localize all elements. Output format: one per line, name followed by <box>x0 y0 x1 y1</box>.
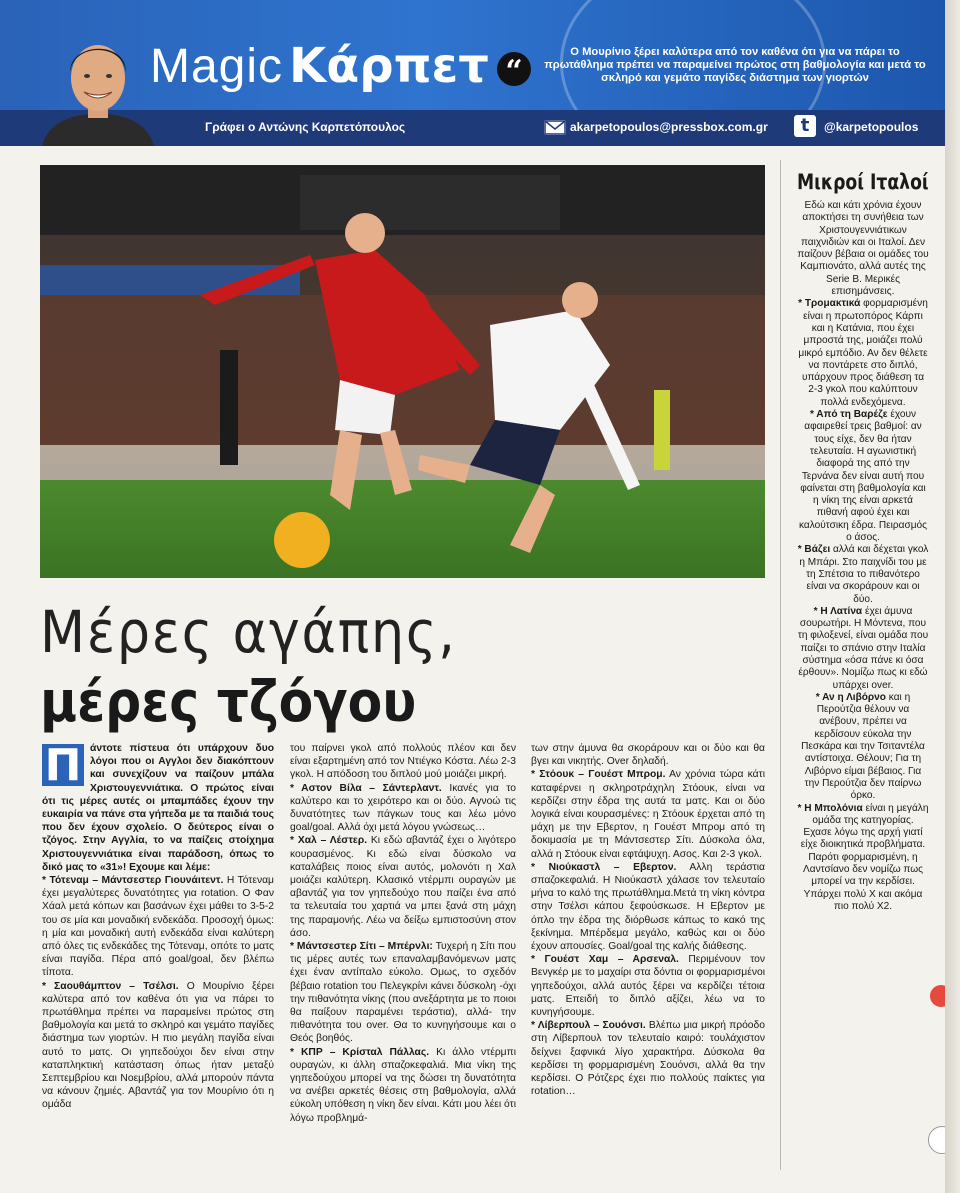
quote-icon: “ <box>497 52 531 86</box>
sidebar-item-text: και η Περούτζια θέλουν να ανέβουν, πρέπει να κερδίσουν εύκολα την Πεσκάρα και την Τσιταντέλα αντίστοιχα. Θέλουν; Για τη Λιβόρνο είμαι βέβαιος. Για την Περούτζια δεν παίρνω όρκο. <box>801 691 925 802</box>
sidebar-item-heading: * Η Μπολόνια <box>797 802 863 814</box>
match-heading: * Νιούκαστλ – Εβερτον. <box>531 861 677 873</box>
twitter-icon: t <box>794 115 816 137</box>
match-heading: * Μάντσεστερ Σίτι – Μπέρνλι: <box>290 941 433 953</box>
mail-icon <box>544 120 566 135</box>
author-twitter[interactable]: @karpetopoulos <box>824 120 919 134</box>
match-heading: * Χαλ – Λέστερ. <box>290 835 368 847</box>
sidebar-title: Μικροί Ιταλοί <box>797 170 929 194</box>
pull-quote: Ο Μουρίνιο ξέρει καλύτερα από τον καθένα ότι για να πάρει το πρωτάθλημα πρέπει να παραμείνει πρώτος στη βαθμολογία και μετά το σκληρό και γεμάτο παγίδες διάστημα των γιορτών <box>544 46 926 84</box>
match-text: Βλέπω μια μικρή πρόοδο στη Λίβερπουλ τον τελευταίο καιρό: τουλάχιστον δείχνει ξαφνικά λίγο χαρακτήρα. Δύσκολα θα κερδίσει τη φορμαρισμένη Σουόνσι, αλλά θα την κερδίσει. Ο Ρότζερς έχει πιο πολλούς παίκτες για rotation… <box>531 1020 765 1098</box>
headline-line-1: Μέρες αγάπης, <box>40 598 457 666</box>
author-email[interactable]: akarpetopoulos@pressbox.com.gr <box>570 120 768 134</box>
dropcap: Π <box>42 744 84 786</box>
match-heading: * Τότεναμ – Μάντσεστερ Γιουνάιτεντ. <box>42 875 224 887</box>
sidebar-item-text: είναι η μεγάλη ομάδα της κατηγορίας. Εχασε λόγω της αρχή γιατί είχε διοικητικά προβλήματα. Παρότι φορμαρισμένη, η Λαντσίανο δεν νομίζω πως μπορεί να την κερδίσει. Υπάρχει πολύ Χ και ακόμα πιο πολύ Χ2. <box>800 802 929 912</box>
page-edge <box>945 0 960 1193</box>
sidebar-item-heading: * Η Λατίνα <box>813 605 863 617</box>
sidebar-item <box>797 803 929 914</box>
match-text: Περιμένουν τον Βενγκέρ με το μαχαίρι στα δόντια οι φορμαρισμένοι γηπεδούχοι, αλλά αυτός ξέρει να κερδίζει τέτοια ματς. Επειδή το διπλό αξίζει, λέω να το κυνηγήσουμε. <box>531 954 765 1019</box>
sidebar-item <box>797 544 929 605</box>
sidebar-intro: Εδώ και κάτι χρόνια έχουν αποκτήσει τη συνήθεια των Χριστουγεννιάτικων παιχνιδιών και οι Ιταλοί. Δεν παίζουν βέβαια οι ομάδες του Καμπιονάτο, αλλά αυτές της Serie B. Μερικές επισημάνσεις. <box>797 200 929 298</box>
match-text: Κι εδώ αβαντάζ έχει ο λιγότερο κουρασμένος. Κι εδώ είναι δύσκολο να καταλάβεις ποιος είναι αυτός, μολονότι η Χαλ μοιάζει καλύτερη. Κλασικό ντέρμπι ουραγών με αβαντάζ για τον γηπεδούχο που παίζει ένα από τα τελευταία του χαρτιά να μπει ξανά στη μάχη της παραμονής. Λέω να δείξω εμπιστοσύνη στον άσο. <box>290 835 516 939</box>
article-paragraph <box>531 768 765 860</box>
match-text: Ικανές για το καλύτερο και το χειρότερο και οι δύο. Αγνοώ τις δυνατότητες των πάγκων τους και λέω μόνο goal/goal. Αλλά όχι μετά λόγου γνώσεως… <box>290 782 516 834</box>
sidebar-item-text: έχει άμυνα σουρωτήρι. Η Μόντενα, που τη φιλοξενεί, είναι ομάδα που παίζει το σπάνιο στην Ιταλία σύστημα «όσα πάνε κι όσα έρθουν». Νομίζω πως κι εδώ υπάρχει over. <box>797 605 929 691</box>
article-paragraph: του παίρνει γκολ από πολλούς πλέον και δεν είναι εξαρτημένη από τον Ντιέγκο Κόστα. Λέω 2-3 γκολ. Η απόδοση του διπλού μού μοιάζει μικρή. <box>290 743 516 781</box>
sidebar-item <box>797 298 929 409</box>
match-heading: * Γουέστ Χαμ – Αρσεναλ. <box>531 954 679 966</box>
writer-byline: Γράφει ο Αντώνης Καρπετόπουλος <box>205 120 406 134</box>
article-paragraph <box>42 980 274 1112</box>
article-paragraph <box>290 834 516 940</box>
headline-line-2: μέρες τζόγου <box>40 670 417 735</box>
article-paragraph <box>290 1046 516 1125</box>
match-text: Ο Μουρίνιο ξέρει καλύτερα από τον καθένα ότι για να πάρει το πρωτάθλημα πρέπει να παραμείνει πρώτος στη βαθμολογία και μετά το σκληρό και γεμάτο παγίδες διάστημα των γιορτών. Η πιο μεγάλη παγίδα είναι αυτό το ματς. Οι γηπεδούχοι δεν είναι στην καταπληκτική κατάσταση όπως ήταν μεταξύ Σεπτεμβρίου και Νοεμβρίου, αλλά μπορούν πάντα να κάνουν ζημιές. Αβαντάζ για τον Μουρίνιο ότι η ομάδα <box>42 980 274 1111</box>
match-text: Η Τότεναμ έχει μεγαλύτερες δυνατότητες για rotation. Ο Φαν Χάαλ μετά κόπων και βασάνων έχει μάθει το 3-5-2 του σε μία και μοναδική ενδεκάδα. Προσοχή όμως: η μία και μοναδική αυτή ενδεκάδα είναι καλύτερη από όλες τις ενδεκάδες της Τότεναμ, οπότε το ματς είναι παγίδα. Πέρα από goal/goal, δεν βλέπω τίποτα. <box>42 875 274 979</box>
article-paragraph <box>531 861 765 953</box>
article-paragraph <box>531 953 765 1019</box>
brand-karpet: Κάρπετ <box>289 38 489 94</box>
sidebar-item-heading: * Βάζει <box>797 544 831 556</box>
sidebar-item-text: αλλά και δέχεται γκολ η Μπάρι. Στο παιχνίδι του με τη Σπέτσια το πιθανότερο είναι να σκοράρουν και οι δύο. <box>799 544 929 605</box>
sidebar-body <box>797 200 929 913</box>
article-column-3 <box>531 742 765 1098</box>
author-portrait <box>38 28 158 146</box>
article-column-2 <box>290 742 516 1125</box>
match-heading: * Στόουκ – Γουέστ Μπρομ. <box>531 769 666 781</box>
intro-paragraph: άντοτε πίστευα ότι υπάρχουν δυο λόγοι που οι Αγγλοι δεν διακόπτουν και συνεχίζουν να παίζουν μπάλα Χριστουγεννιάτικα. Ο πρώτος είναι ότι τις μέρες αυτές οι μπαμπάδες έχουν την ευκαιρία να πάνε στα γήπεδα με τα παιδιά τους που δεν έχουν σχολείο. Ο δεύτερος είναι ο τζόγος. Στην Αγγλία, το να παίζεις στοίχημα Χριστουγεννιάτικα είναι παράδοση, όπως το δικό μας το «31»! Εχουμε και λέμε: <box>42 743 274 873</box>
match-text: Τυχερή η Σίτι που τις μέρες αυτές των επαναλαμβανόμενων ματς έχει έναν αντίπαλο εύκολο. Ομως, το σχεδόν βέβαιο rotation του Πελεγκρίνι κάνει δύσκολη -όχι την πιθανότητα νίκης (που ανεξάρτητα με το ποιοι θα παίξουν παραμένει τεράστια), αλλά- την πιθανότητα του over. Θα το κυνηγήσουμε και ο Θεός βοηθός. <box>290 941 516 1045</box>
sidebar-item <box>797 692 929 803</box>
match-photo <box>40 165 765 578</box>
sidebar-item <box>797 606 929 692</box>
article-paragraph <box>290 940 516 1046</box>
match-heading: * Λίβερπουλ – Σουόνσι. <box>531 1020 646 1032</box>
sidebar-item-heading: * Αν η Λιβόρνο <box>815 691 886 703</box>
sidebar-divider <box>780 160 781 1170</box>
match-text: Αλλη τεράστια σπαζοκεφαλιά. Η Νιούκαστλ χάλασε τον τελευταίο μήνα το καλό της πρωτάθλημα.Μετά τη νίκη κόντρα στην Τσέλσι κάπου ξεφούσκωσε. Η Εβερτον με όπλο την έδρα της διόρθωσε κάπως το κακό της ξεκίνημα. Μπέρδεμα μεγάλο, καθώς και οι δύο έχουν απουσίες. Goal/goal της καλής διάθεσης. <box>531 861 765 953</box>
brand-magic: Magic <box>150 40 284 93</box>
sidebar-item <box>797 409 929 544</box>
sidebar-item-heading: * Από τη Βαρέζε <box>809 409 888 421</box>
match-text: Κι άλλο ντέρμπι ουραγών, κι άλλη σπαζοκεφαλιά. Μια νίκη της γηπεδούχου μπορεί να της δώσει τη δυνατότητα να ανέβει αρκετές θέσεις στη βαθμολογία, αλλά εύκολη υπόθεση η νίκη δεν είναι. Κάτι μου λέει ότι λόγω προβλημά- <box>290 1046 517 1124</box>
column-brand <box>150 38 489 94</box>
match-heading: * ΚΠΡ – Κρίσταλ Πάλλας. <box>290 1046 430 1058</box>
article-paragraph: των στην άμυνα θα σκοράρουν και οι δύο και θα βγει και νικητής. Over δηλαδή. <box>531 743 765 768</box>
sidebar-item-text: έχουν αφαιρεθεί τρεις βαθμοί: αν τους είχε, δεν θα ήταν τελευταία. Η αγωνιστική διαφορά της από την Τερνάνα δεν είναι αυτή που φαίνεται στη βαθμολογία και η νίκη της είναι αρκετά πιθανή αφού έχει και καλούτσικη έδρα. Πειρασμός ο άσος. <box>798 409 927 544</box>
article-paragraph <box>531 1019 765 1098</box>
match-heading: * Αστον Βίλα – Σάντερλαντ. <box>290 782 442 794</box>
article-column-1 <box>42 742 274 1112</box>
article-paragraph <box>42 874 274 980</box>
sidebar-item-heading: * Τρομακτικά <box>798 298 861 310</box>
sidebar-item-text: φορμαρισμένη είναι η πρωτοπόρος Κάρπι και η Κατάνια, που έχει μπροστά της, μοιάζει πολύ μικρό εμπόδιο. Αν δεν θέλετε να ποντάρετε στο διπλό, υπάρχουν προς διάθεση τα 2-3 γκολ που καλύπτουν πολλά ενδεχόμενα. <box>798 298 928 408</box>
match-heading: * Σαουθάμπτον – Τσέλσι. <box>42 980 179 992</box>
match-text: Αν χρόνια τώρα κάτι καταφέρνει η σκληροτράχηλη Στόουκ, είναι να κερδίζει στην έδρα της αυτά τα ματς. Και οι δύο λογικά είναι κουρασμένες: η Στόουκ έρχεται από τη μάχη με την Εβερτον, η Γουέστ Μπρομ από τη δοκιμασία με τη Μάντσεστερ Σίτι. Δύσκολα όλα, αλλά η Στόουκ είναι εφτάψυχη. Ασος. Και 2-3 γκολ. <box>531 769 765 860</box>
article-paragraph <box>290 782 516 835</box>
